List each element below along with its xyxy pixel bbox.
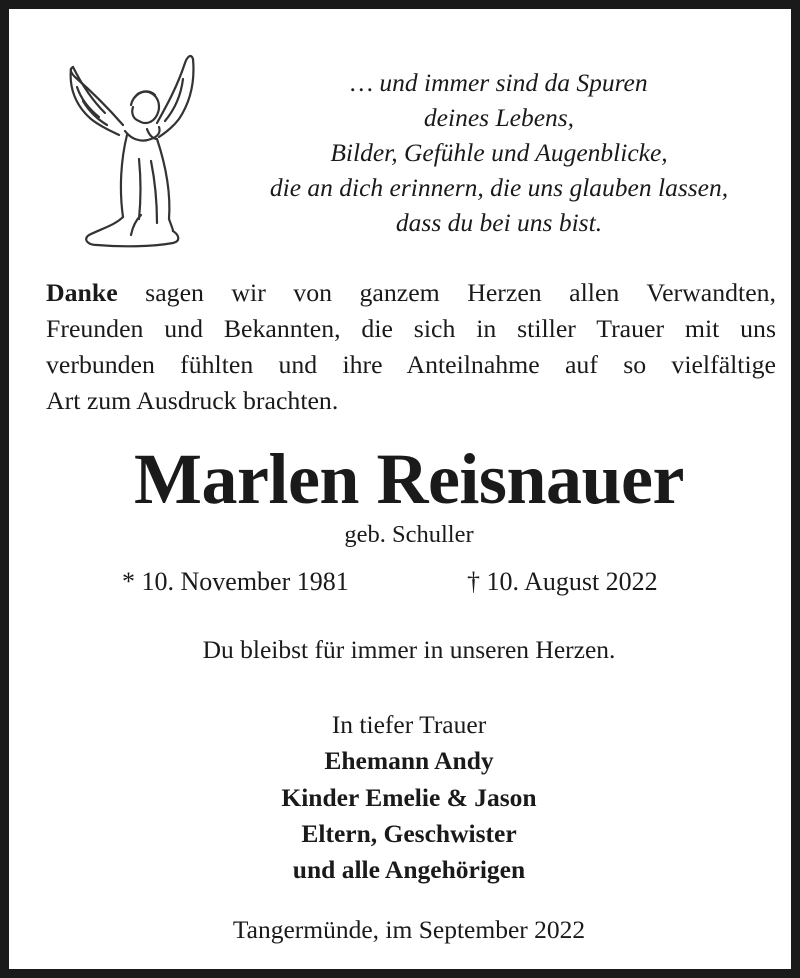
thanks-line	[46, 275, 776, 311]
place-and-date: Tangermünde, im September 2022	[232, 915, 586, 944]
verse-line: dass du bei uns bist.	[395, 208, 603, 237]
mourner-line: Kinder Emelie & Jason	[281, 782, 537, 812]
maiden-name: geb. Schuller	[344, 521, 474, 548]
thanks-bold-word: Danke	[46, 278, 118, 307]
verse-line: deines Lebens,	[423, 103, 575, 132]
verse	[199, 65, 799, 240]
mourners-block	[9, 707, 800, 888]
angel-icon	[61, 39, 201, 257]
thanks-line-rest: sagen wir von ganzem Herzen allen Verwandten,	[117, 278, 776, 307]
thanks-line: verbunden fühlten und ihre Anteilnahme auf so vielfältige	[46, 350, 776, 379]
remembrance-line: Du bleibst für immer in unseren Herzen.	[202, 635, 616, 664]
thanks-paragraph	[46, 275, 776, 419]
mourner-line: Ehemann Andy	[324, 746, 494, 776]
mourners-intro: In tiefer Trauer	[331, 710, 487, 739]
birth-date: * 10. November 1981	[122, 567, 349, 596]
verse-line: … und immer sind da Spuren	[350, 68, 648, 97]
death-date: † 10. August 2022	[467, 567, 658, 596]
mourner-line: und alle Angehörigen	[292, 855, 526, 885]
mourner-line: Eltern, Geschwister	[301, 818, 517, 848]
deceased-name: Marlen Reisnauer	[134, 439, 684, 519]
thanks-line: Freunden und Bekannten, die sich in stiller Trauer mit uns	[46, 314, 776, 343]
verse-line: die an dich erinnern, die uns glauben lassen,	[269, 173, 729, 202]
thanks-line: Art zum Ausdruck brachten.	[46, 386, 339, 415]
verse-line: Bilder, Gefühle und Augenblicke,	[330, 138, 668, 167]
